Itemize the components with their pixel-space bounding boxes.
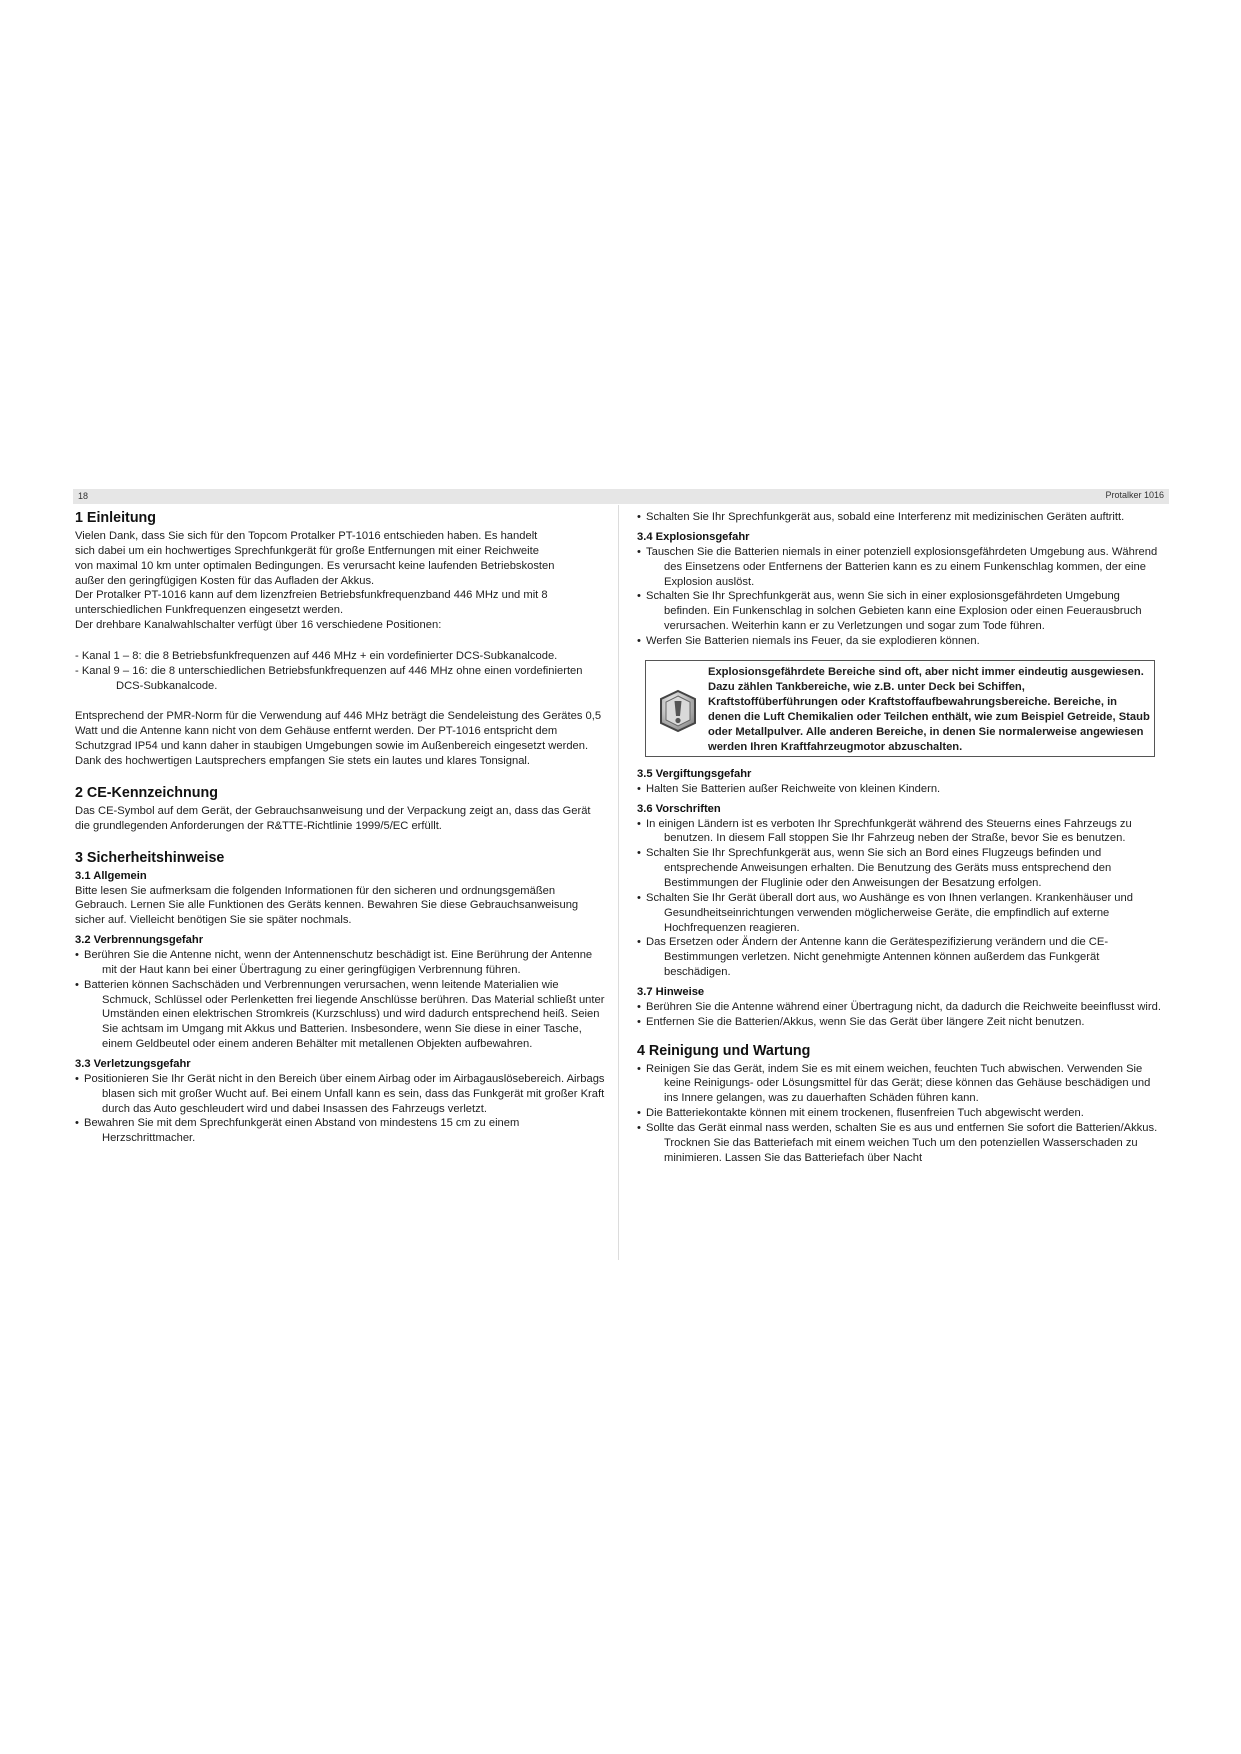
section-2-title: 2 CE-Kennzeichnung — [75, 784, 218, 801]
section-3-title: 3 Sicherheitshinweise — [75, 849, 225, 866]
left-column — [75, 510, 605, 1146]
list-item: • Schalten Sie Ihr Gerät überall dort aus, wo Aushänge es von Ihnen verlangen. Krankenhäuser und Gesundheitseinrichtungen verwenden möglicherweise Geräte, die empfindlich auf externe Hochfrequenzen reagieren. — [637, 891, 1133, 934]
s1-line: Vielen Dank, dass Sie sich für den Topcom Protalker PT-1016 entschieden haben. Es handelt — [75, 530, 538, 542]
list-item: • Berühren Sie die Antenne nicht, wenn der Antennenschutz beschädigt ist. Eine Berührung der Antenne mit der Haut kann bei einer Übertragung zu einer geringfügigen Verbrennung führen. — [75, 949, 593, 976]
list-item: • Sollte das Gerät einmal nass werden, schalten Sie es aus und entfernen Sie sofort die Batterien/Akkus. Trocknen Sie das Batteriefach mit einem weichen Tuch um den potenziellen Wasserschaden zu minimieren. Lassen Sie das Batteriefach über Nacht — [637, 1121, 1158, 1164]
section-3-4-title: 3.4 Explosionsgefahr — [637, 530, 750, 543]
list-item: • Das Ersetzen oder Ändern der Antenne kann die Gerätespezifizierung verändern und die CE-Bestimmungen verletzen. Nicht genehmigte Antennen können außerdem das Funkgerät beschädigen. — [637, 936, 1109, 979]
list-item: • Berühren Sie die Antenne während einer Übertragung nicht, da dadurch die Reichweite beeinflusst wird. — [637, 1000, 1161, 1013]
section-3-1-title: 3.1 Allgemein — [75, 869, 147, 882]
list-item: • Entfernen Sie die Batterien/Akkus, wenn Sie das Gerät über längere Zeit nicht benutzen. — [637, 1015, 1085, 1028]
list-item: • Schalten Sie Ihr Sprechfunkgerät aus, wenn Sie sich in einer explosionsgefährdeten Umgebung befinden. Ein Funkenschlag in solchen Gebieten kann eine Explosion oder einen Feuerausbruch verursachen. Weiterhin kann er zu Verletzungen und sogar zum Tode führen. — [637, 590, 1142, 633]
section-3-6-title: 3.6 Vorschriften — [637, 802, 721, 815]
s33-list — [75, 1072, 605, 1146]
section-4-title: 4 Reinigung und Wartung — [637, 1042, 811, 1059]
s34-list — [637, 545, 1162, 649]
warning-box — [645, 660, 1155, 757]
list-item: • Halten Sie Batterien außer Reichweite von kleinen Kindern. — [637, 782, 941, 795]
s32-list — [75, 948, 605, 1052]
s2-paragraph: Das CE-Symbol auf dem Gerät, der Gebrauchsanweisung und der Verpackung zeigt an, dass das Gerät die grundlegenden Anforderungen der R&TTE-Richtlinie 1999/5/EC erfüllt. — [75, 804, 591, 832]
list-item: • In einigen Ländern ist es verboten Ihr Sprechfunkgerät während des Steuerns eines Fahrzeugs zu benutzen. In diesem Fall stoppen Sie Ihr Fahrzeug neben der Straße, bevor Sie es benutzen. — [637, 817, 1132, 845]
warning-text: Explosionsgefährdete Bereiche sind oft, aber nicht immer eindeutig ausgewiesen. Dazu zählen Tankbereiche, wie z.B. unter Deck bei Schiffen, Kraftstoffüberführungen oder Kraftstoffaufbewahrungsbereiche. Bereiche, in denen die Luft Chemikalien oder Teilchen enthält, wie zum Beispiel Getreide, Staub oder Metallpulver. Alle anderen Bereiche, in denen Sie normalerweise angewiesen werden Ihren Kraftfahrzeugmotor abzuschalten. — [708, 665, 1150, 754]
list-item: • Positionieren Sie Ihr Gerät nicht in den Bereich über einem Airbag oder im Airbagauslösebereich. Airbags blasen sich mit großer Wucht auf. Bei einem Unfall kann es sein, dass das Funkgerät mit großer Kraft durch das Auto geschleudert wird und dabei Insassen des Fahrzeugs verletzt. — [75, 1072, 605, 1115]
page-header — [73, 489, 1169, 504]
s1-paragraph-pmr: Entsprechend der PMR-Norm für die Verwendung auf 446 MHz beträgt die Sendeleistung des Gerätes 0,5 Watt und die Antenne kann nicht von dem Gehäuse entfernt werden. Der PT-1016 entspricht dem Schutzgrad IP54 und kann daher in staubigen Umgebungen sowie im Außenbereich eingesetzt werden. Dank des hochwertigen Lautsprechers empfangen Sie stets ein lautes und klares Tonsignal. — [75, 710, 602, 767]
s1-line: unterschiedlichen Funkfrequenzen eingesetzt werden. — [75, 604, 344, 617]
s36-list — [637, 817, 1162, 980]
kanal-1-8: - Kanal 1 – 8: die 8 Betriebsfunkfrequenzen auf 446 MHz + ein vordefinierter DCS-Subkanalcode. — [75, 649, 558, 662]
kanal-9-16: - Kanal 9 – 16: die 8 unterschiedlichen Betriebsfunkfrequenzen auf 446 MHz ohne einen vordefinierten DCS-Subkanalcode. — [75, 664, 583, 692]
section-3-2-title: 3.2 Verbrennungsgefahr — [75, 934, 204, 947]
list-item: • Schalten Sie Ihr Sprechfunkgerät aus, wenn Sie sich an Bord eines Flugzeugs befinden und entsprechende Anweisungen erhalten. Die Benutzung des Geräts muss entsprechend den Bestimmungen der Fluglinie oder den Anweisungen der Besatzung erfolgen. — [637, 847, 1112, 889]
list-item: • Batterien können Sachschäden und Verbrennungen verursachen, wenn leitende Materialien wie Schmuck, Schlüssel oder Perlenketten frei liegende Anschlüsse berühren. Das Material schließt unter Umständen einen elektrischen Stromkreis (Kurzschluss) und wird dadurch entsprechend heiß. Seien Sie achtsam im Umgang mit Akkus und Batterien. Insbesondere, wenn Sie diese in einer Tasche, einem Geldbeutel oder einem anderen Behälter mit metallenen Objekten aufbewahren. — [75, 978, 605, 1051]
column-divider — [618, 505, 619, 1260]
list-item: • Schalten Sie Ihr Sprechfunkgerät aus, sobald eine Interferenz mit medizinischen Geräten auftritt. — [637, 511, 1125, 523]
list-item: • Bewahren Sie mit dem Sprechfunkgerät einen Abstand von mindestens 15 cm zu einem Herzschrittmacher. — [75, 1117, 520, 1145]
right-column — [637, 510, 1162, 1165]
running-title: Protalker 1016 — [1105, 490, 1164, 500]
s1-line: außer den geringfügigen Kosten für das Aufladen der Akkus. — [75, 574, 375, 587]
list-item: • Tauschen Sie die Batterien niemals in einer potenziell explosionsgefährdeten Umgebung aus. Während des Einsetzens oder Entfernens der Batterien kann es zu einem Funkenschlag kommen, der eine Explosion auslöst. — [637, 545, 1158, 588]
s31-paragraph: Bitte lesen Sie aufmerksam die folgenden Informationen für den sicheren und ordnungsgemäßen Gebrauch. Lernen Sie alle Funktionen des Geräts kennen. Bewahren Sie diese Gebrauchsanweisung sicher auf. Vielleicht benötigen Sie sie später nochmals. — [75, 884, 579, 927]
s1-line: Der Protalker PT-1016 kann auf dem lizenzfreien Betriebsfunkfrequenzband 446 MHz und mit 8 — [75, 589, 548, 602]
s33-continued-list — [637, 510, 1162, 525]
s35-list — [637, 782, 1162, 797]
list-item: • Werfen Sie Batterien niemals ins Feuer, da sie explodieren können. — [637, 634, 980, 647]
page-number: 18 — [78, 491, 89, 501]
s1-line: sich dabei um ein hochwertiges Sprechfunkgerät für große Entfernungen mit einer Reichweite — [75, 544, 539, 557]
section-3-3-title: 3.3 Verletzungsgefahr — [75, 1057, 191, 1070]
s1-line: Der drehbare Kanalwahlschalter verfügt über 16 verschiedene Positionen: — [75, 619, 442, 632]
s37-list — [637, 1000, 1162, 1030]
list-item: • Die Batteriekontakte können mit einem trockenen, flusenfreien Tuch abgewischt werden. — [637, 1107, 1084, 1120]
section-3-5-title: 3.5 Vergiftungsgefahr — [637, 767, 752, 780]
section-1-title: 1 Einleitung — [75, 510, 157, 526]
s1-line: von maximal 10 km unter optimalen Bedingungen. Es verursacht keine laufenden Betriebskosten — [75, 559, 555, 572]
warning-exclamation-icon — [657, 689, 699, 733]
s4-list — [637, 1062, 1162, 1166]
section-3-7-title: 3.7 Hinweise — [637, 985, 705, 998]
list-item: • Reinigen Sie das Gerät, indem Sie es mit einem weichen, feuchten Tuch abwischen. Verwenden Sie keine Reinigungs- oder Lösungsmittel für das Gerät; diese können das Gehäuse beschädigen und ins Innere gelangen, was zu dauerhaften Schäden führen kann. — [637, 1062, 1151, 1105]
